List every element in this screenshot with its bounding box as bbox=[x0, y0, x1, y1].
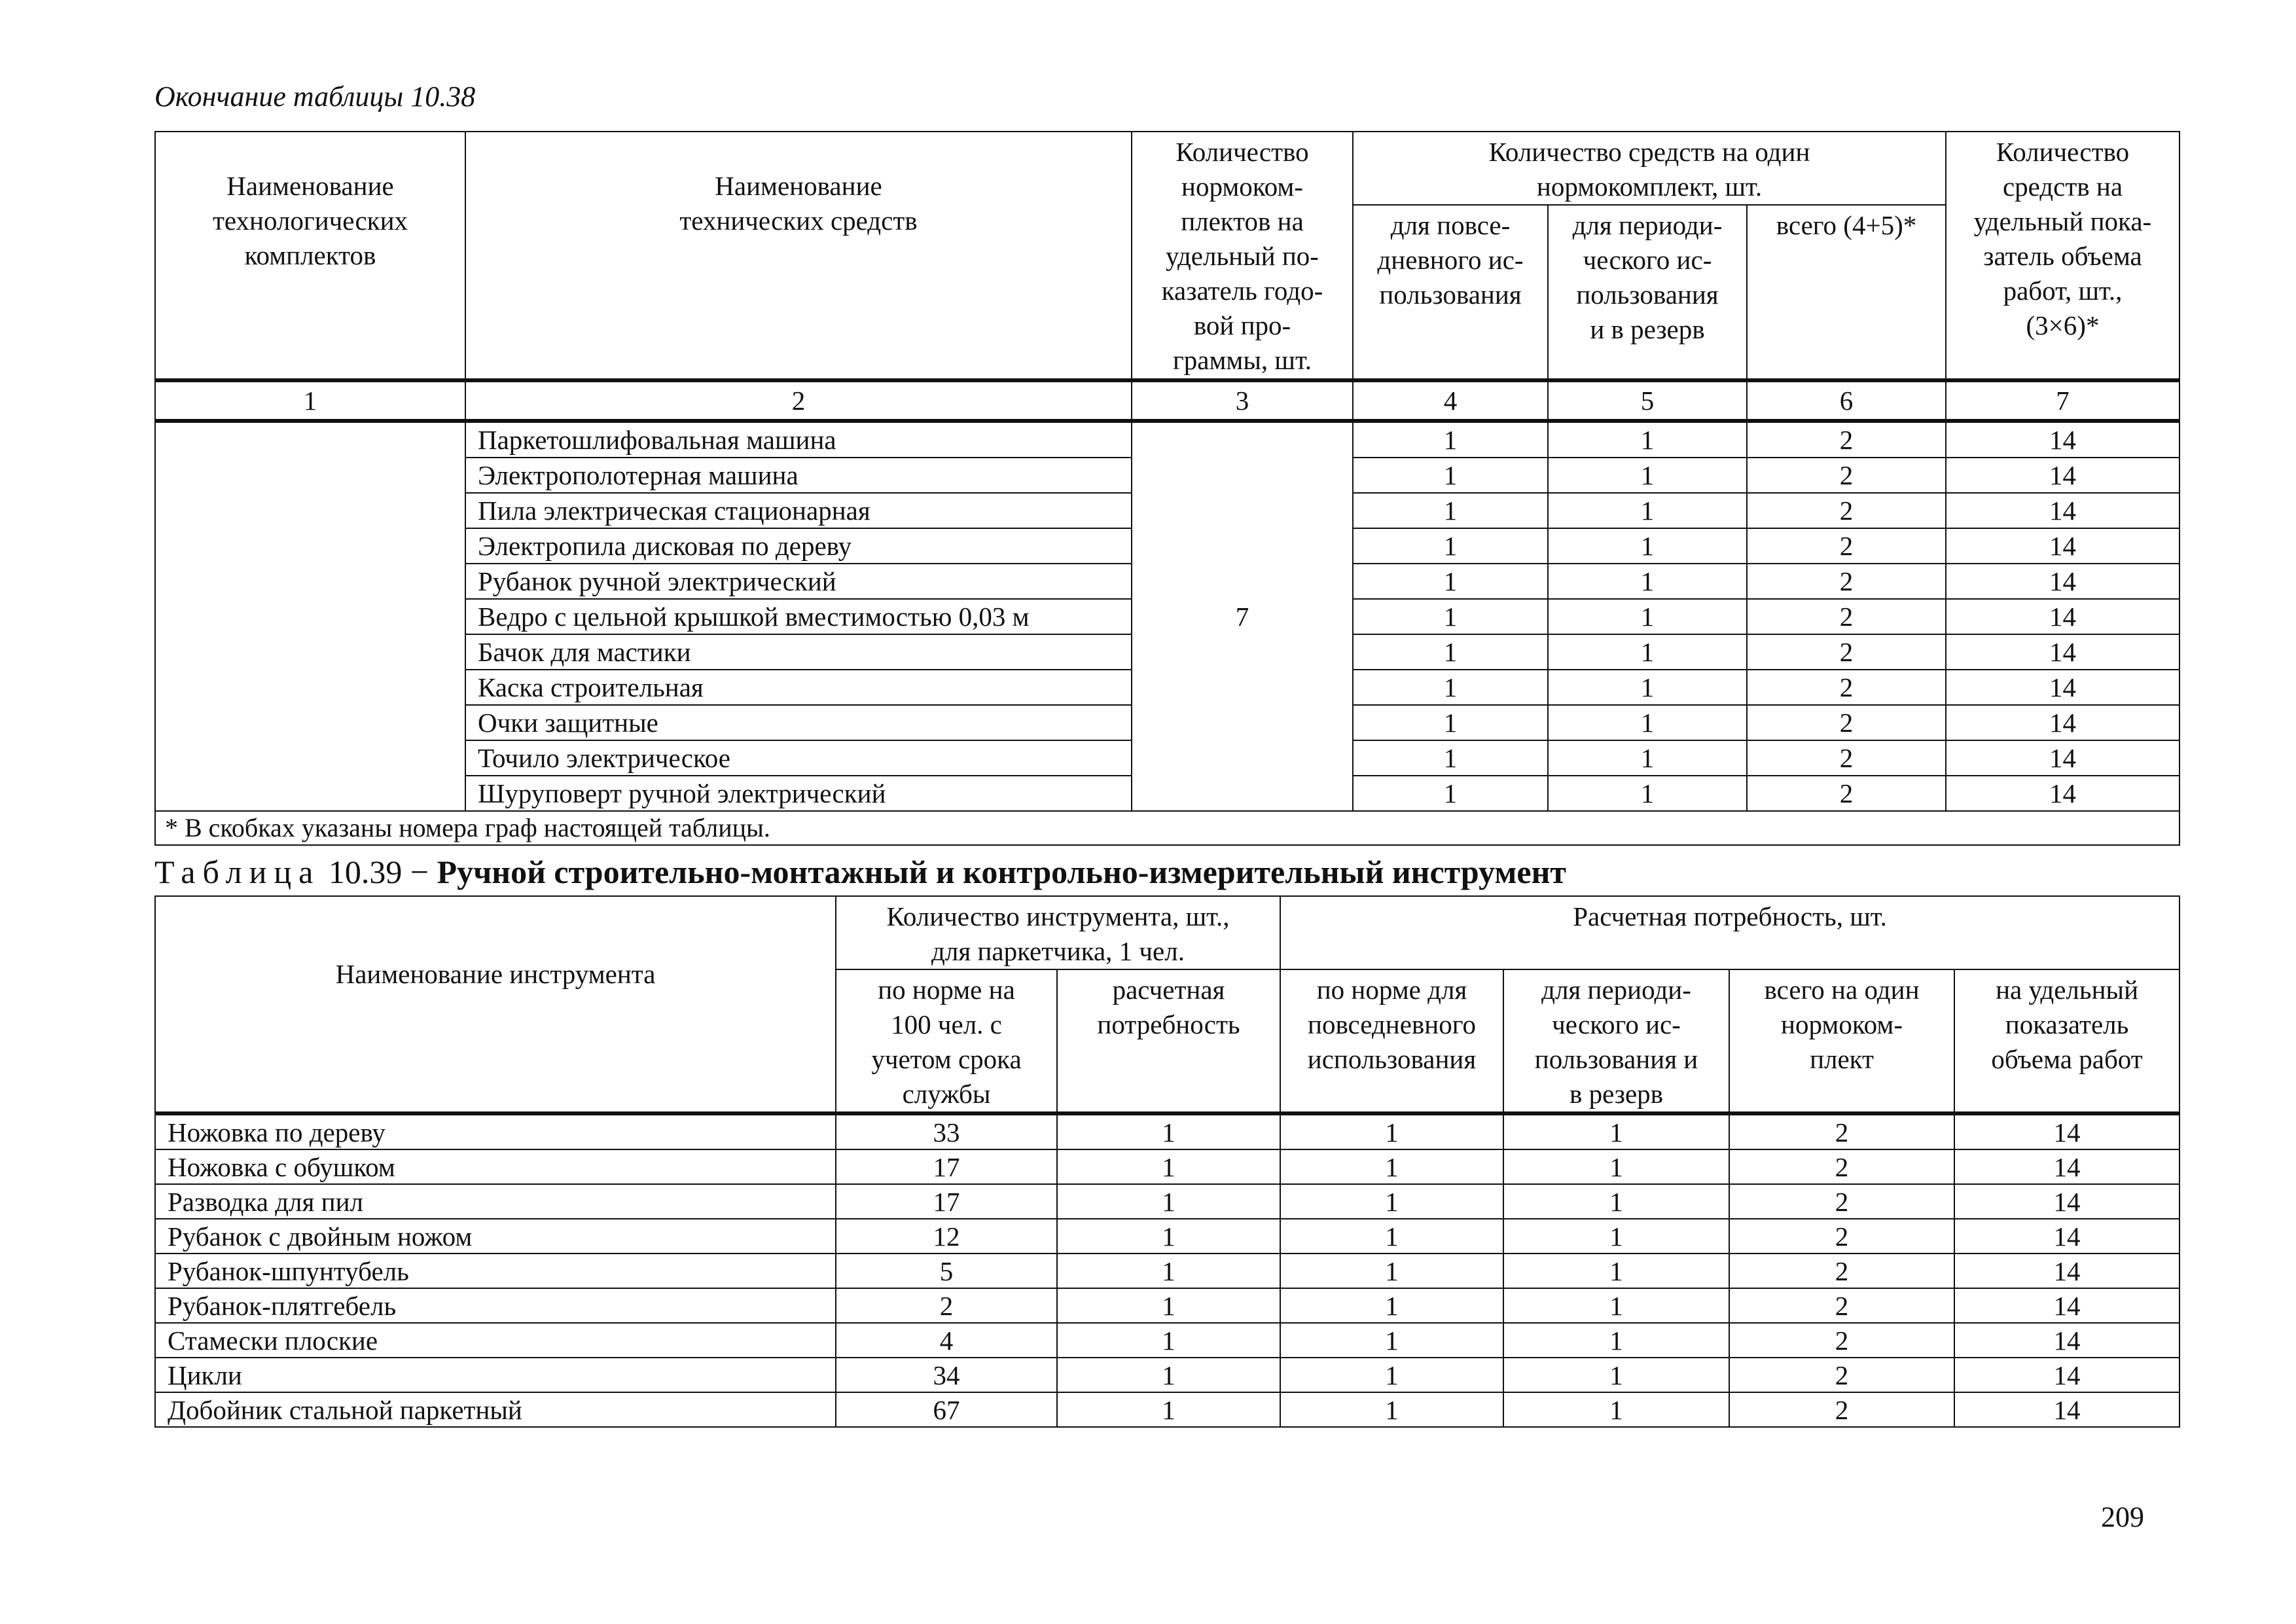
header-complex-name: Наименование технологических комплектов bbox=[155, 132, 465, 380]
header-normokomplekt-count: Количество нормоком- плектов на удельный по- казатель годо- вой про- граммы, шт. bbox=[1132, 132, 1353, 380]
norm-per-100-value: 67 bbox=[836, 1392, 1057, 1427]
total-value: 2 bbox=[1729, 1323, 1954, 1358]
tool-name: Стамески плоские bbox=[155, 1323, 836, 1358]
normokomplekt-count: 7 bbox=[1132, 421, 1353, 811]
total-value: 2 bbox=[1747, 705, 1946, 740]
tool-name: Рубанок-шпунтубель bbox=[155, 1254, 836, 1288]
periodic-use-value: 1 bbox=[1548, 740, 1747, 776]
daily-use-value: 1 bbox=[1280, 1149, 1503, 1184]
total-value: 2 bbox=[1747, 564, 1946, 599]
column-number: 2 bbox=[465, 380, 1132, 421]
total-value: 2 bbox=[1747, 493, 1946, 528]
table-row bbox=[155, 421, 2179, 458]
daily-use-value: 1 bbox=[1353, 705, 1548, 740]
table-row bbox=[155, 1392, 2179, 1427]
table-10-38 bbox=[154, 131, 2180, 846]
norm-per-100-value: 5 bbox=[836, 1254, 1057, 1288]
periodic-use-value: 1 bbox=[1503, 1288, 1729, 1323]
periodic-use-value: 1 bbox=[1548, 705, 1747, 740]
total-value: 2 bbox=[1747, 599, 1946, 634]
column-number: 5 bbox=[1548, 380, 1747, 421]
per-indicator-value: 14 bbox=[1954, 1358, 2179, 1392]
total-value: 2 bbox=[1729, 1392, 1954, 1427]
calculated-need-value: 1 bbox=[1057, 1358, 1280, 1392]
norm-per-100-value: 2 bbox=[836, 1288, 1057, 1323]
per-indicator-value: 14 bbox=[1946, 670, 2179, 705]
calculated-need-value: 1 bbox=[1057, 1392, 1280, 1427]
daily-use-value: 1 bbox=[1353, 599, 1548, 634]
daily-use-value: 1 bbox=[1353, 670, 1548, 705]
table-row bbox=[155, 1184, 2179, 1219]
equipment-name: Шуруповерт ручной электрический bbox=[465, 776, 1132, 811]
total-value: 2 bbox=[1729, 1219, 1954, 1254]
header-equipment-name: Наименование технических средств bbox=[465, 132, 1132, 380]
per-indicator-value: 14 bbox=[1946, 776, 2179, 811]
periodic-use-value: 1 bbox=[1503, 1184, 1729, 1219]
equipment-name: Точило электрическое bbox=[465, 740, 1132, 776]
tool-name: Ножовка с обушком bbox=[155, 1149, 836, 1184]
equipment-name: Электрополотерная машина bbox=[465, 458, 1132, 493]
per-indicator-value: 14 bbox=[1954, 1219, 2179, 1254]
periodic-use-value: 1 bbox=[1548, 670, 1747, 705]
equipment-name: Очки защитные bbox=[465, 705, 1132, 740]
norm-per-100-value: 4 bbox=[836, 1323, 1057, 1358]
calculated-need-value: 1 bbox=[1057, 1254, 1280, 1288]
periodic-use-value: 1 bbox=[1503, 1219, 1729, 1254]
total-value: 2 bbox=[1747, 421, 1946, 458]
continuation-title: Окончание таблицы 10.38 bbox=[154, 81, 476, 113]
total-value: 2 bbox=[1729, 1184, 1954, 1219]
table-footnote: * В скобках указаны номера граф настоящей таблицы. bbox=[155, 811, 2179, 845]
total-value: 2 bbox=[1747, 670, 1946, 705]
daily-use-value: 1 bbox=[1280, 1323, 1503, 1358]
per-indicator-value: 14 bbox=[1954, 1113, 2179, 1149]
per-indicator-value: 14 bbox=[1946, 564, 2179, 599]
header-total-per-komplekt: всего на один нормоком- плект bbox=[1729, 969, 1954, 1113]
footnote-row bbox=[155, 811, 2179, 845]
calculated-need-value: 1 bbox=[1057, 1288, 1280, 1323]
column-number: 6 bbox=[1747, 380, 1946, 421]
equipment-name: Бачок для мастики bbox=[465, 634, 1132, 670]
periodic-use-value: 1 bbox=[1548, 528, 1747, 564]
daily-use-value: 1 bbox=[1280, 1392, 1503, 1427]
daily-use-value: 1 bbox=[1353, 458, 1548, 493]
table-row bbox=[155, 1323, 2179, 1358]
header-tool-count-group: Количество инструмента, шт., для паркетчика, 1 чел. bbox=[836, 896, 1280, 969]
daily-use-value: 1 bbox=[1280, 1113, 1503, 1149]
periodic-use-value: 1 bbox=[1548, 421, 1747, 458]
periodic-use-value: 1 bbox=[1548, 564, 1747, 599]
daily-use-value: 1 bbox=[1280, 1219, 1503, 1254]
per-indicator-value: 14 bbox=[1946, 528, 2179, 564]
table-row bbox=[155, 1149, 2179, 1184]
column-number: 4 bbox=[1353, 380, 1548, 421]
page-number: 209 bbox=[2101, 1501, 2144, 1533]
periodic-use-value: 1 bbox=[1503, 1323, 1729, 1358]
table-row bbox=[155, 1358, 2179, 1392]
complex-name-cell bbox=[155, 421, 465, 811]
header-periodic-use: для периоди- ческого ис- пользования и в резерв bbox=[1548, 205, 1747, 380]
daily-use-value: 1 bbox=[1280, 1184, 1503, 1219]
tool-name: Добойник стальной паркетный bbox=[155, 1392, 836, 1427]
norm-per-100-value: 17 bbox=[836, 1149, 1057, 1184]
table-row bbox=[155, 1254, 2179, 1288]
table-row bbox=[155, 1219, 2179, 1254]
periodic-use-value: 1 bbox=[1503, 1358, 1729, 1392]
column-number: 1 bbox=[155, 380, 465, 421]
header-total-4-5: всего (4+5)* bbox=[1747, 205, 1946, 380]
tool-name: Цикли bbox=[155, 1358, 836, 1392]
daily-use-value: 1 bbox=[1353, 634, 1548, 670]
per-indicator-value: 14 bbox=[1954, 1254, 2179, 1288]
per-indicator-value: 14 bbox=[1954, 1392, 2179, 1427]
header-tool-name: Наименование инструмента bbox=[155, 896, 836, 1113]
table-row bbox=[155, 1288, 2179, 1323]
tool-name: Рубанок с двойным ножом bbox=[155, 1219, 836, 1254]
per-indicator-value: 14 bbox=[1946, 740, 2179, 776]
periodic-use-value: 1 bbox=[1548, 458, 1747, 493]
periodic-use-value: 1 bbox=[1503, 1149, 1729, 1184]
periodic-use-value: 1 bbox=[1548, 634, 1747, 670]
periodic-use-value: 1 bbox=[1548, 776, 1747, 811]
equipment-name: Пила электрическая стационарная bbox=[465, 493, 1132, 528]
caption-number: 10.39 − bbox=[328, 854, 429, 890]
daily-use-value: 1 bbox=[1280, 1288, 1503, 1323]
per-indicator-value: 14 bbox=[1954, 1288, 2179, 1323]
norm-per-100-value: 34 bbox=[836, 1358, 1057, 1392]
daily-use-value: 1 bbox=[1353, 528, 1548, 564]
per-indicator-value: 14 bbox=[1954, 1323, 2179, 1358]
periodic-use-value: 1 bbox=[1548, 599, 1747, 634]
norm-per-100-value: 33 bbox=[836, 1113, 1057, 1149]
total-value: 2 bbox=[1747, 776, 1946, 811]
calculated-need-value: 1 bbox=[1057, 1184, 1280, 1219]
equipment-name: Паркетошлифовальная машина bbox=[465, 421, 1132, 458]
per-indicator-value: 14 bbox=[1946, 705, 2179, 740]
daily-use-value: 1 bbox=[1353, 493, 1548, 528]
daily-use-value: 1 bbox=[1353, 421, 1548, 458]
equipment-name: Ведро с цельной крышкой вместимостью 0,03 м bbox=[465, 599, 1132, 634]
total-value: 2 bbox=[1729, 1288, 1954, 1323]
total-value: 2 bbox=[1729, 1149, 1954, 1184]
header-group-per-komplekt: Количество средств на один нормокомплект, шт. bbox=[1353, 132, 1946, 205]
per-indicator-value: 14 bbox=[1946, 634, 2179, 670]
daily-use-value: 1 bbox=[1280, 1254, 1503, 1288]
calculated-need-value: 1 bbox=[1057, 1323, 1280, 1358]
header-daily-use: по норме для повседневного использования bbox=[1280, 969, 1503, 1113]
header-calculated-need-group: Расчетная потребность, шт. bbox=[1280, 896, 2179, 969]
per-indicator-value: 14 bbox=[1946, 599, 2179, 634]
table-10-39 bbox=[154, 895, 2180, 1428]
total-value: 2 bbox=[1729, 1113, 1954, 1149]
total-value: 2 bbox=[1729, 1358, 1954, 1392]
total-value: 2 bbox=[1747, 634, 1946, 670]
header-periodic-use: для периоди- ческого ис- пользования и в резерв bbox=[1503, 969, 1729, 1113]
per-indicator-value: 14 bbox=[1946, 458, 2179, 493]
total-value: 2 bbox=[1729, 1254, 1954, 1288]
norm-per-100-value: 17 bbox=[836, 1184, 1057, 1219]
caption-prefix: Таблица bbox=[154, 854, 321, 890]
per-indicator-value: 14 bbox=[1954, 1184, 2179, 1219]
per-indicator-value: 14 bbox=[1946, 493, 2179, 528]
total-value: 2 bbox=[1747, 458, 1946, 493]
periodic-use-value: 1 bbox=[1503, 1254, 1729, 1288]
table-row bbox=[155, 1113, 2179, 1149]
column-number: 3 bbox=[1132, 380, 1353, 421]
daily-use-value: 1 bbox=[1353, 776, 1548, 811]
periodic-use-value: 1 bbox=[1503, 1392, 1729, 1427]
calculated-need-value: 1 bbox=[1057, 1219, 1280, 1254]
per-indicator-value: 14 bbox=[1954, 1149, 2179, 1184]
calculated-need-value: 1 bbox=[1057, 1149, 1280, 1184]
equipment-name: Электропила дисковая по дереву bbox=[465, 528, 1132, 564]
daily-use-value: 1 bbox=[1280, 1358, 1503, 1392]
table-10-39-caption bbox=[154, 851, 1566, 893]
equipment-name: Рубанок ручной электрический bbox=[465, 564, 1132, 599]
header-daily-use: для повсе- дневного ис- пользования bbox=[1353, 205, 1548, 380]
calculated-need-value: 1 bbox=[1057, 1113, 1280, 1149]
tool-name: Рубанок-плятгебель bbox=[155, 1288, 836, 1323]
daily-use-value: 1 bbox=[1353, 740, 1548, 776]
header-norm-per-100: по норме на 100 чел. с учетом срока службы bbox=[836, 969, 1057, 1113]
periodic-use-value: 1 bbox=[1548, 493, 1747, 528]
norm-per-100-value: 12 bbox=[836, 1219, 1057, 1254]
header-total-per-indicator: Количество средств на удельный пока- затель объема работ, шт., (3×6)* bbox=[1946, 132, 2179, 380]
tool-name: Ножовка по дереву bbox=[155, 1113, 836, 1149]
header-calculated-need: расчетная потребность bbox=[1057, 969, 1280, 1113]
daily-use-value: 1 bbox=[1353, 564, 1548, 599]
equipment-name: Каска строительная bbox=[465, 670, 1132, 705]
per-indicator-value: 14 bbox=[1946, 421, 2179, 458]
header-per-indicator: на удельный показатель объема работ bbox=[1954, 969, 2179, 1113]
periodic-use-value: 1 bbox=[1503, 1113, 1729, 1149]
column-number: 7 bbox=[1946, 380, 2179, 421]
caption-title: Ручной строительно-монтажный и контрольно-измерительный инструмент bbox=[437, 854, 1566, 890]
tool-name: Разводка для пил bbox=[155, 1184, 836, 1219]
total-value: 2 bbox=[1747, 740, 1946, 776]
total-value: 2 bbox=[1747, 528, 1946, 564]
